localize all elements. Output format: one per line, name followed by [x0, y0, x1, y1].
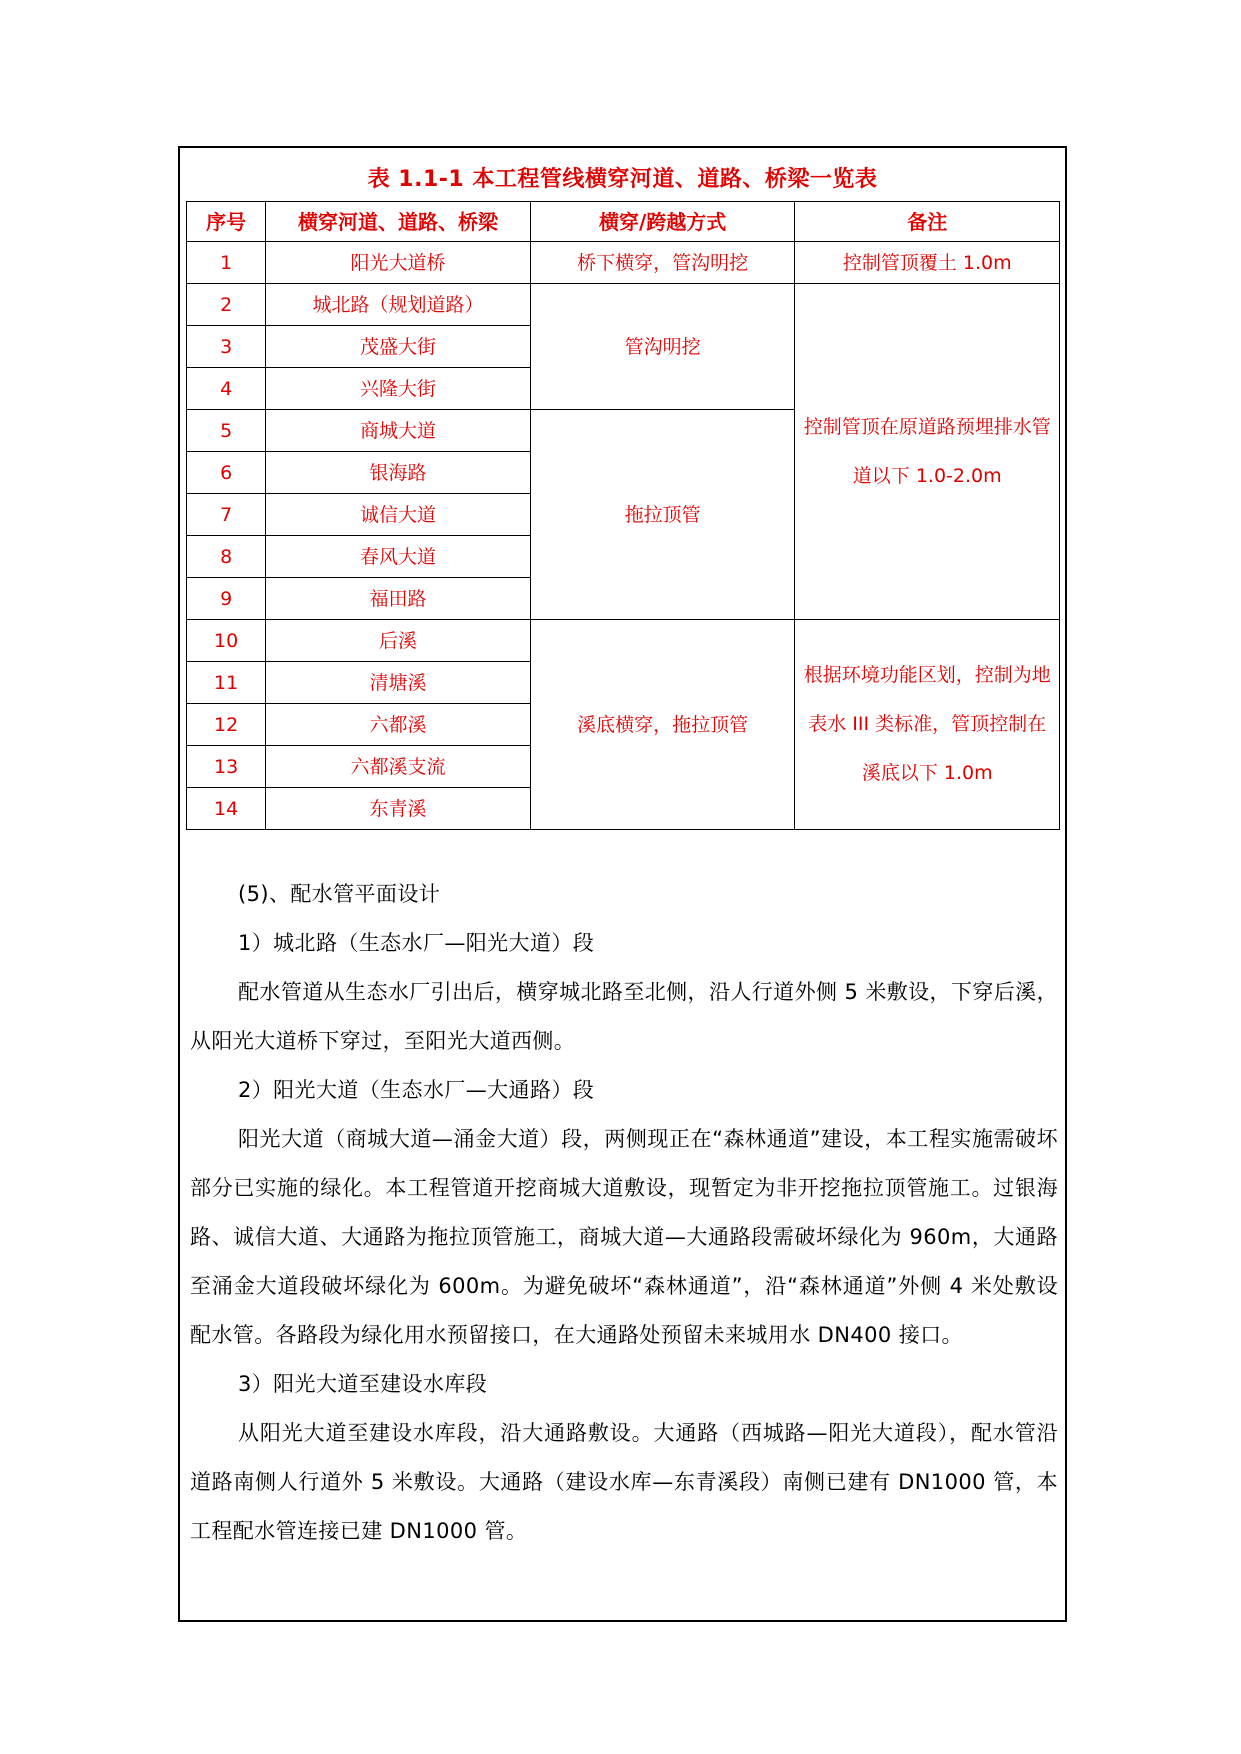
row-method: 拖拉顶管	[530, 410, 795, 620]
row-name: 后溪	[266, 620, 531, 662]
crossing-table	[186, 201, 1060, 830]
header-name: 横穿河道、道路、桥梁	[266, 202, 531, 242]
row-method: 管沟明挖	[530, 284, 795, 410]
row-no: 5	[187, 410, 266, 452]
table-header-row	[187, 202, 1060, 242]
row-no: 13	[187, 746, 266, 788]
subsection-heading: 1）城北路（生态水厂—阳光大道）段	[238, 931, 595, 955]
paragraph: 配水管道从生态水厂引出后，横穿城北路至北侧，沿人行道外侧 5 米敷设，下穿后溪，从阳光大道桥下穿过，至阳光大道西侧。	[190, 980, 1058, 1053]
table-row	[187, 620, 1060, 662]
row-no: 3	[187, 326, 266, 368]
row-no: 8	[187, 536, 266, 578]
row-method: 桥下横穿，管沟明挖	[530, 242, 795, 284]
row-no: 9	[187, 578, 266, 620]
subsection-heading: 2）阳光大道（生态水厂—大通路）段	[238, 1078, 595, 1102]
row-note: 控制管顶覆土 1.0m	[795, 242, 1060, 284]
header-method: 横穿/跨越方式	[530, 202, 795, 242]
row-name: 商城大道	[266, 410, 531, 452]
row-name: 城北路（规划道路）	[266, 284, 531, 326]
row-name: 阳光大道桥	[266, 242, 531, 284]
header-no: 序号	[187, 202, 266, 242]
document-frame	[178, 146, 1067, 1622]
row-name: 东青溪	[266, 788, 531, 830]
row-no: 10	[187, 620, 266, 662]
row-name: 春风大道	[266, 536, 531, 578]
row-note: 根据环境功能区划，控制为地表水 III 类标准，管顶控制在溪底以下 1.0m	[795, 620, 1060, 830]
table-row	[187, 242, 1060, 284]
row-method: 溪底横穿，拖拉顶管	[530, 620, 795, 830]
table-title: 表 1.1-1 本工程管线横穿河道、道路、桥梁一览表	[367, 167, 878, 192]
row-no: 2	[187, 284, 266, 326]
row-name: 茂盛大街	[266, 326, 531, 368]
row-note: 控制管顶在原道路预埋排水管道以下 1.0-2.0m	[795, 284, 1060, 620]
row-name: 六都溪	[266, 704, 531, 746]
row-no: 6	[187, 452, 266, 494]
paragraph: 从阳光大道至建设水库段，沿大通路敷设。大通路（西城路—阳光大道段），配水管沿道路南侧人行道外 5 米敷设。大通路（建设水库—东青溪段）南侧已建有 DN1000 管，本工程配水管连接已建 DN1000 管。	[190, 1421, 1058, 1543]
row-name: 福田路	[266, 578, 531, 620]
section-heading: (5)、配水管平面设计	[238, 882, 441, 906]
table-row	[187, 284, 1060, 326]
paragraph: 阳光大道（商城大道—涌金大道）段，两侧现正在“森林通道”建设，本工程实施需破坏部分已实施的绿化。本工程管道开挖商城大道敷设，现暂定为非开挖拖拉顶管施工。过银海路、诚信大道、大通路为拖拉顶管施工，商城大道—大通路段需破坏绿化为 960m，大通路至涌金大道段破坏绿化为 600m。为避免破坏“森林通道”，沿“森林通道”外侧 4 米处敷设配水管。各路段为绿化用水预留接口，在大通路处预留未来城用水 DN400 接口。	[190, 1127, 1058, 1347]
row-name: 清塘溪	[266, 662, 531, 704]
row-no: 11	[187, 662, 266, 704]
row-name: 六都溪支流	[266, 746, 531, 788]
row-name: 兴隆大街	[266, 368, 531, 410]
row-name: 银海路	[266, 452, 531, 494]
body-text	[190, 870, 1058, 1556]
row-no: 4	[187, 368, 266, 410]
row-no: 1	[187, 242, 266, 284]
row-no: 12	[187, 704, 266, 746]
header-note: 备注	[795, 202, 1060, 242]
subsection-heading: 3）阳光大道至建设水库段	[238, 1372, 488, 1396]
row-name: 诚信大道	[266, 494, 531, 536]
row-no: 7	[187, 494, 266, 536]
row-no: 14	[187, 788, 266, 830]
